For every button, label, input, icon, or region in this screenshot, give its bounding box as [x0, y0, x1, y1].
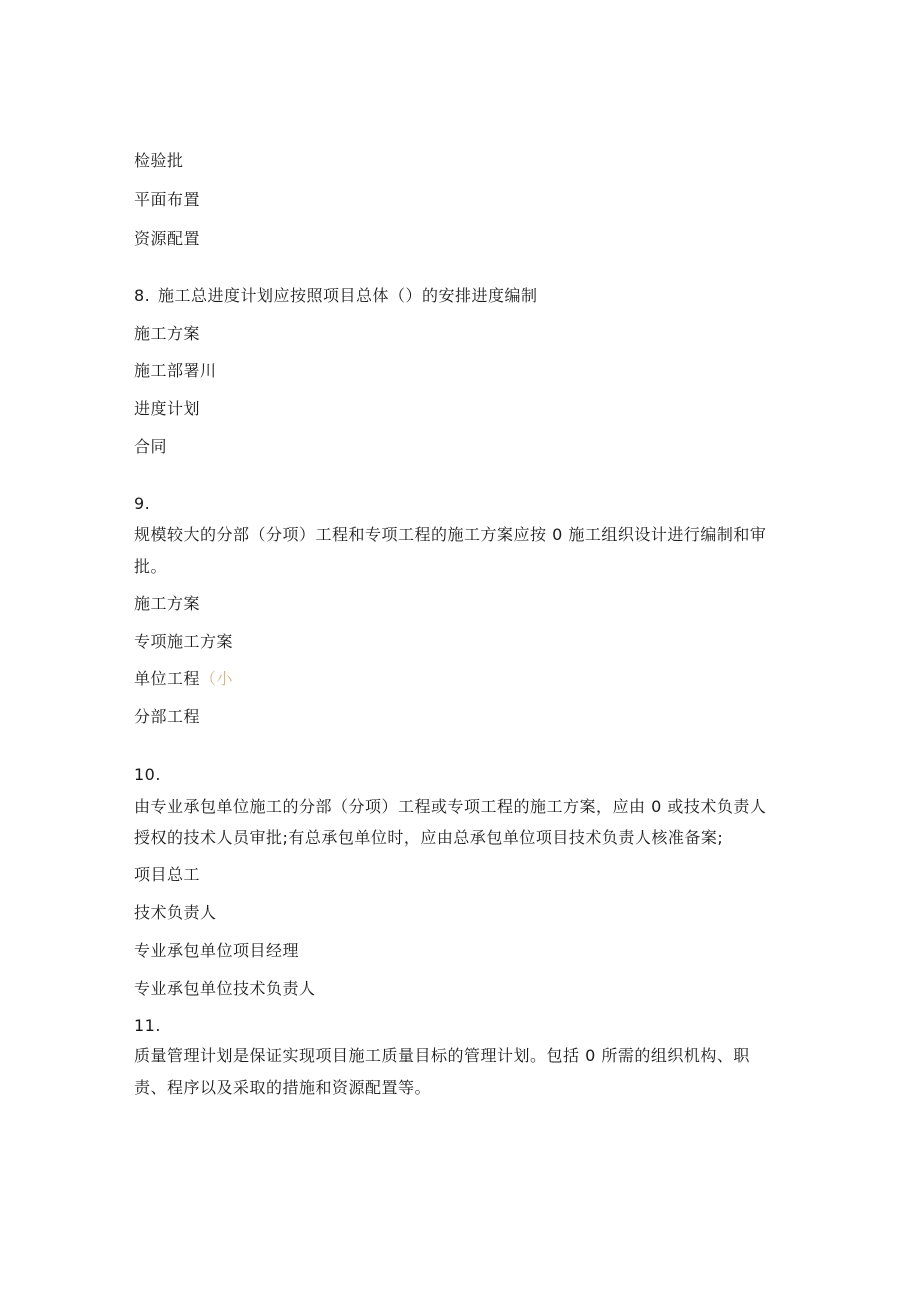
q7-option-3: 资源配置 [134, 229, 201, 248]
q10-option-2: 技术负责人 [134, 903, 217, 922]
q8-question [134, 286, 538, 306]
q9-text-line1: 规模较大的分部（分项）工程和专项工程的施工方案应按 0 施工组织设计进行编制和审 [134, 525, 767, 544]
q8-option-2: 施工部署川 [134, 361, 217, 380]
q9-option-1: 施工方案 [134, 594, 201, 613]
q9-option-3 [134, 669, 233, 689]
q10-option-4: 专业承包单位技术负责人 [134, 979, 316, 998]
q7-option-1: 检验批 [134, 151, 184, 170]
q9-option-4: 分部工程 [134, 707, 201, 726]
q10-text-line2: 授权的技术人员审批;有总承包单位时，应由总承包单位项目技术负责人核准备案; [134, 828, 724, 847]
q8-option-3: 进度计划 [134, 399, 201, 418]
q9-text-line2: 批。 [134, 557, 168, 576]
q11-number: 11. [134, 1016, 161, 1035]
q11-text-line1: 质量管理计划是保证实现项目施工质量目标的管理计划。包括 0 所需的组织机构、职 [134, 1046, 750, 1065]
q9-option-2: 专项施工方案 [134, 632, 234, 651]
q10-number: 10. [134, 765, 161, 784]
q7-option-2: 平面布置 [134, 190, 201, 209]
q8-option-1: 施工方案 [134, 324, 201, 343]
q8-number: 8. [134, 286, 151, 305]
q10-option-1: 项目总工 [134, 865, 201, 884]
q9-option-3-label: 单位工程 [134, 669, 201, 688]
q8-option-4: 合同 [134, 437, 168, 456]
q9-option-3-hint: （小 [200, 669, 234, 688]
q10-text-line1: 由专业承包单位施工的分部（分项）工程或专项工程的施工方案，应由 0 或技术负责人 [134, 797, 767, 816]
q10-option-3: 专业承包单位项目经理 [134, 941, 300, 960]
q8-text: 施工总进度计划应按照项目总体（）的安排进度编制 [158, 286, 538, 305]
q11-text-line2: 责、程序以及采取的措施和资源配置等。 [134, 1078, 432, 1097]
q9-number: 9. [134, 494, 151, 513]
